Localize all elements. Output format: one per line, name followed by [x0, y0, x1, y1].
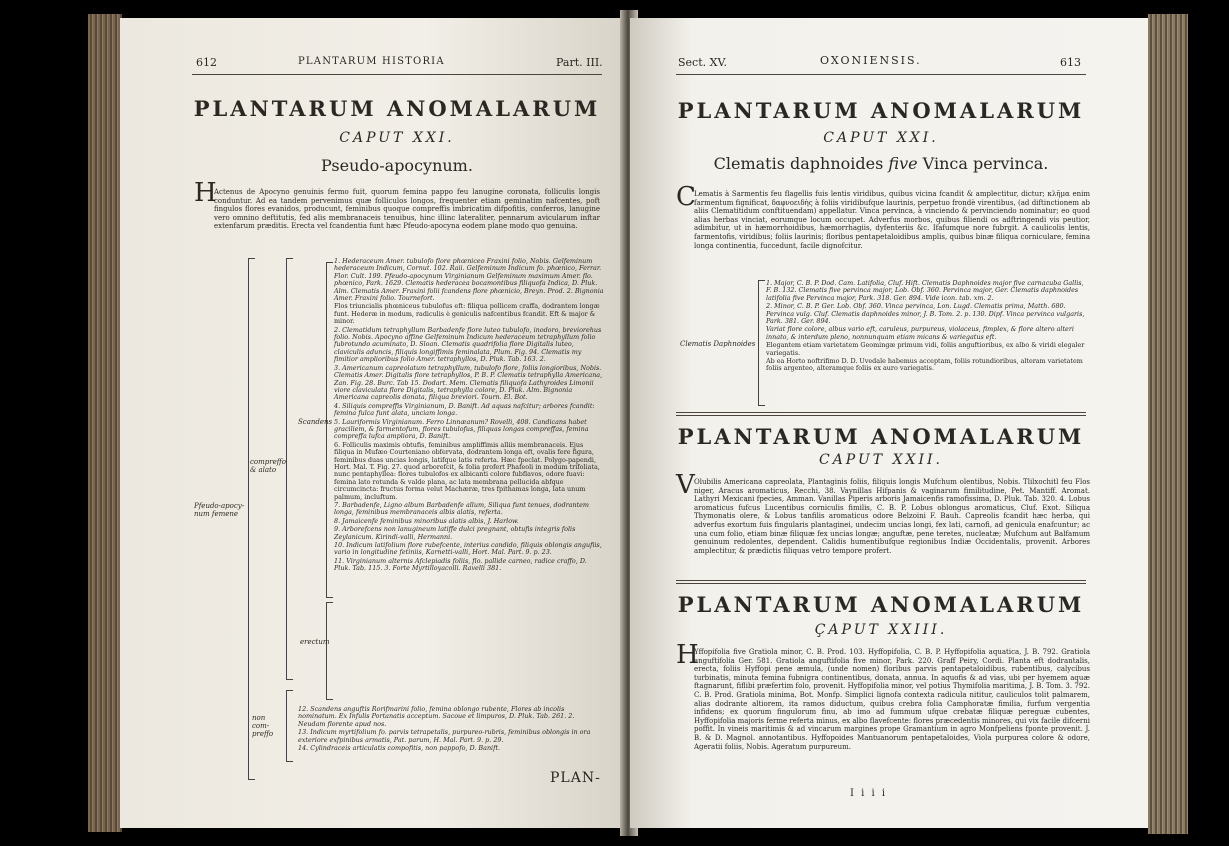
list-item: 13. Indicum myrtifolium fo. parvis tetrapetalis, purpureo-rubris, feminibus oblongis in ora exteriore exfpinibus armatis, Pat. parum, H. Mal. Part. 9. p. 29. — [298, 728, 591, 744]
dropcap-section2: V — [676, 470, 695, 500]
species-list-right — [766, 280, 1090, 374]
dropcap-section3: H — [676, 640, 699, 670]
list-item: 11. Virginianum alternis Afclepiadis foliis, flo. pallide carneo, radice craffo, D. Pluk. Tab. 115. 3. Forte Myrtilloyacolli. Ravelli 381. — [334, 556, 587, 573]
heading-section3: PLANTARUM ANOMALARUM — [677, 592, 1085, 617]
label-clematis: Clematis Daphnoides — [680, 340, 756, 348]
heading-section2: PLANTARUM ANOMALARUM — [677, 424, 1085, 449]
running-title-left: PLANTARUM HISTORIA — [298, 56, 445, 67]
book-edge-left — [88, 14, 122, 832]
list-item: 1. Hederaceum Amer. tubulofo flore phœniceo Fraxini folio, Nobis. Gelfeminum hederaceum Indicum, Cornut. 102. Raii. Gelfeminum Indicum fo. phœnico, Ferrar. Flor. Cult. 199. Pfeudo-apocynum Virginianum Gelfeminum maximum Amer. flo. phœnico, Park. 1629. Clematis hederacea bocamontibus filiquofa Indica, D. Pluk. Alm. Clematis Amer. Fraxini folii fcandens flore phœnicio, Breyn. Prod. 2. Bignonia Amer. Fraxini folio. Tournefort. — [334, 257, 604, 303]
list-item: Flos triuncialis phœniceus tubulofus eft: filiqua pollicem craffa, dodrantem longæ funt. Hederæ in modum, radiculis è geniculis nafcentibus fcandit. Eft & major & minor. — [334, 302, 600, 326]
section-divider — [676, 580, 1086, 584]
list-item: 5. Lauriformis Virginianum. Ferro Linnæanum? Rovelli, 408. Candicans habet graciliem, & farmentofum, flores tubulofus, filiquas longas compreffas, femina compreffa lufca ampliora, D. Banift. — [334, 417, 589, 441]
left-page — [120, 18, 628, 828]
label-outer: Pfeudo-apocy-num femene — [194, 502, 245, 518]
label-erectum: erectum — [300, 638, 330, 646]
list-item: 2. Minor, C. B. P. Ger. Lob. Obf. 360. Vinca pervinca, Lon. Lugd. Clematis prima, Matth. 680. Pervinca vulg. Cluf. Clematis daphnoides minor, J. B. Tom. 2. p. 130. Dipf. Vinca pervinca vulgaris, Park. 381. Ger. 894. — [766, 302, 1085, 326]
species-list-left-lower — [298, 706, 598, 753]
book-edge-right — [1148, 14, 1188, 834]
heading-left: PLANTARUM ANOMALARUM — [193, 96, 601, 121]
header-rule-left — [192, 74, 602, 75]
list-item: 6. Folliculis maximis obtufis, feminibus ampliffimis alliis membranaceis. Ejus filiqua in Mufæo Courteniano obfervata, dodrantem longa eft, ovalis fere figura, feminibus duas uncias longis, latifque latis referta. Hæc fpeclat. Polygo-papendi, Hort. Mal. T. Fig. 27. quod arborefcit, & folia profert Phafeoli in modum trifoliata, nunc pentaphyllea: flores tubulofos ex albicanti colore fubflavos, odore fuavi: femina lato rotunda & valde plana, ac lata membrana pellucida abfque circumcincta: fructus forma velut Machæræ, tres fpithamas longa, lata unum palmum, incluftum. — [334, 440, 600, 501]
list-item: 9. Arborefcens non lanugineum latiffe dulci pregnant, obtufis integris folis Zeylanicum. Kirindi-valli, Hermanni. — [334, 525, 576, 541]
page-number-right: 613 — [1060, 56, 1081, 69]
list-item: Variat flore colore, albus vario eft, caruleus, purpureus, violaceus, fimplex, & flore altero alteri innato, & interdum pleno, nonnunquam etiam micans & variegatus eft. — [766, 325, 1074, 341]
header-rule-right — [676, 74, 1086, 75]
list-item: Ab ea Horto noftrifimo D. D. Uvedale habemus acceptam, foliis rotundioribus, alteram varietatem foliis argenteo, alteramque foliis ex auro variegatis. — [766, 357, 1083, 373]
right-page — [630, 18, 1148, 828]
dropcap-right: C — [676, 182, 696, 212]
dropcap-left: H — [194, 178, 217, 208]
list-item: 12. Scandens anguftis Rorifmarini folio, femina oblongo rubente, Flores ab incolis nominatum. Ex Infulis Portanatis acceptum. Sacoue et limpuros, D. Pluk. Tab. 261. 2. Neudam florente apud nos. — [298, 705, 575, 728]
brace-erectum — [326, 602, 333, 700]
list-item: 3. Americanum capreolatum tetraphyllum, tubulofo flore, foliis longioribus, Nobis. Clematis Amer. Digitalis flore tetraphyllos, P. B. P. Clematis tetraphylla Americana, Zan. Fig. 28. Burc. Tab 15. Dodart. Mem. Clematis filiquofa Lathyroides Limonii viore claviculata flore Digitalis, tetraphylla colore, D. Pluk. Alm. Bignonia Americana capreolis donata, filiqua breviori. Tourn. El. Bot. — [334, 363, 603, 402]
label-compressed: compreffo & alato — [250, 458, 286, 474]
list-item: 10. Indicum latifolium flore rubefcente, interius candido, filiquis oblongis angufiis, vario in longitudine fetiniis, Karnetti-valli, Hort. Mal. Part. 9. p. 23. — [334, 541, 602, 557]
species-list-left — [334, 258, 604, 574]
heading-right: PLANTARUM ANOMALARUM — [677, 98, 1085, 123]
caput-right: CAPUT XXI. — [823, 130, 939, 146]
brace-scandens — [326, 262, 333, 598]
list-item: 4. Siliquis compreffis Virginianum, D. Banift. Ad aquas nafcitur; arbores fcandit: femina fulca funt alata, unciam longa. — [334, 401, 595, 418]
caput-section3: ÇAPUT XXIII. — [814, 622, 948, 638]
signature-mark: I i i i — [850, 788, 888, 799]
catchword: PLAN- — [550, 770, 601, 786]
caput-left: CAPUT XXI. — [339, 130, 455, 146]
brace-non-compressed — [286, 690, 293, 762]
brace-clematis — [758, 280, 765, 406]
page-number-left: 612 — [196, 56, 217, 69]
part-label: Part. III. — [556, 56, 603, 69]
list-item: 1. Major, C. B. P. Dod. Cam. Latifolia, Cluf. Hift. Clematis Daphnoides major five carnacuba Gallis, F. B. 132. Clematis five pervinca major, Lob. Obf. 360. Pervinca major, Ger. Clematis daphnoides latifolia five Pervinca major, Park. 318. Ger. 894. Vide icon. tab. xm. 2. — [766, 279, 1084, 302]
caput-section2: CAPUT XXII. — [818, 452, 944, 468]
list-item: 8. Jamaicenfe feminibus minoribus alatis albis, J. Harlow. — [334, 516, 519, 525]
list-item: Elegantem etiam varietatem Geomingæ primum vidi, foliis anguftioribus, ex albo & viridi elegaler variegatis. — [766, 341, 1085, 357]
running-title-right: OXONIENSIS. — [820, 54, 922, 67]
subheading-left: Pseudo-apocynum. — [321, 156, 473, 175]
label-scandens: Scandens — [298, 418, 333, 426]
label-non-compressed: non com-preffo — [252, 714, 274, 738]
intro-right: Lematis à Sarmentis feu flagellis fuis lentis viridibus, quibus vicina fcandit & amplectitur, dictur; κλῆμα enim farmentum fignificat, δαφνοειδὴς à foliis viridibufque laurinis, perpetuo frondè virentibus, (ad diftinctionem ab aliis Clematitidum conftituendam) appellatur. Vinca pervinca, à vinciendo & pervinciendo nominatur; eo quod alias herbas vinciat, eorumque locum occupet. Adverfus morbos, quibus filiendi os adftringendi vis peutior, adimbitur, ut in hæmorrhoidibus, hæmorrhagiis, dyfenteriis &c. Ifafumque nore fubrgit. A caulicolis lentis, farmentofis, viridibus; foliis laurinis; floribus pentapetaloidibus amplis, quibus binæ filiqua corniculare, femina longa continentia, fuccedunt, facile dignofcitur. — [694, 190, 1090, 250]
section-divider — [676, 412, 1086, 416]
list-item: 7. Barbadenfe, Ligno album Barbadenfe allum, Siliqua funt tenues, dodrantem longa, feminibus membranaceis albis alatis, referta. — [334, 501, 589, 517]
list-item: 14. Cylindraceis articulatis compofitis, non pappofo, D. Banift. — [298, 744, 501, 753]
text-section3: Yffopifolia five Gratiola minor, C. B. Prod. 103. Hyffopifolia, C. B. P. Hyffopifolia aquatica, J. B. 792. Gratiola anguftifolia Ger. 581. Gratiola anguftifolia five minor, Park. 220. Graff Peiry, Cordi. Planta eft dodrantalis, erecta, foliis Hyffopi pene æmula, (unde nomen) floribus parvis pentapetaloidibus, rubentibus, calycibus turbinatis, minuta femina fubnigra continentibus, donata, annua. In aquofis & ad vias, ubi per hyemem aquæ ftagnarunt, fiflibi præfertim folo, provenit. Hyffopifolia minor, vel potius Thymifolia maritima, J. B. Tom. 3. 792. C. B. Prod. Gratiola minima, Bot. Monfp. Simplici lignofa contexta radicula nititur, cauliculos tolit palmarem, alias dodrante altiorem, ita ramos diductum, quibus crebra folia Camphoratæ fimilia, furfum vergentia infidens; ex quorum fingulorum finu, ab imo ad fummum ufque crebatæ filiquæ pereguæ cubentes, Hyffopifolia majoris ferme referta minus, ex albo flavefcente: flores præcedentis minores, qui vix facile difcerni poffit. In vineis maritimis & ad vincarum margines prope Gramantium in agro Monfpeliens fponte provenit. J. B. & D. Magnol. annotantibus. Hyffopoides Mantuanorum pentapetaloides, Viola purpurea colore & odore, Ageratii foliis, Nobis. Ageratum purpureum. — [694, 648, 1090, 751]
text-section2: Olubilis Americana capreolata, Plantaginis foliis, filiquis longis Mufchum olentibus, Nobis. Tlilxochitl feu Flos niger, Aracus aromaticus, Recchi, 38. Vaynillas Hifpanis & vaginarum fimilitudine, Pet. Mantiff. Aromat. Lathyri Mexicani fpecies, Amman. Vanillas Piperis arboris Jamaicenfis ramofissima, D. Pluk. Tab. 320. 4. Lobus aromaticus fufcus Lucentibus corniculis fimilis, C. B. P. Lobus oblongus aromaticus, Cluf. Exot. Siliqua Thymonatis olere, & Lobus tanfilis aromaticus odore Belzoini F. Bauh. Capreolis fcandit hæc herba, qui adverfus exortum fuis fingularis plantaginei, undecim uncias longi, fex lati, carnofi, ad genicula enafcuntur; ac una cum folio, etiam binæ filiquæ fex uncias longæ; anguftæ, pene teretes, nucleatæ; Mufchum aut Balfamum genuinum redolentes, dependent. Calidis humentibufque regionibus Indiæ Occidentalis, provenit. Arbores amplectitur, & prædictis filiquas vetro tempore profert. — [694, 478, 1090, 555]
list-item: 2. Clematidum tetraphyllum Barbadenfe flore luteo tubulofo, inodoro, breviorehus folio. Nobis. Apocyno affine Gelfeminum Indicum hederaceum tetraphyllum folio fubrotundo acuminato, D. Sloan. Clematis quadrifolia flore Digitalis luteo, claviculis aduncis, filiquis longiffimis feminalata, Plum. Fig. 94. Clematis my fimitior amplioribus folio Amer. tetraphyllos, D. Pluk. Tab. 163. 2. — [334, 325, 602, 364]
subheading-right: Clematis daphnoides five Vinca pervinca. — [713, 154, 1049, 173]
brace-outer — [248, 258, 255, 780]
section-label: Sect. XV. — [678, 56, 727, 69]
brace-compressed — [286, 258, 293, 680]
intro-left: Actenus de Apocyno genuinis fermo fuit, quorum femina pappo feu lanugine coronata, folliculis longis conduntur. Ad ea tandem pervenimus quæ folliculos longos, frequenter etiam geminatim nafcentes, poft fingulos flores evanidos, producunt, feminibus quoque compreffis imbricatim difpofitis, conferros, lanugine vero omnino deftitutis, fed alis membranaceis tenuibus, hinc illinc lateraliter, pennarum avicularum inftar extenfarum præditis. Erecta vel fcandentia funt hæc Pfeudo-apocyna eodem plane modo quo genuina. — [214, 188, 600, 231]
